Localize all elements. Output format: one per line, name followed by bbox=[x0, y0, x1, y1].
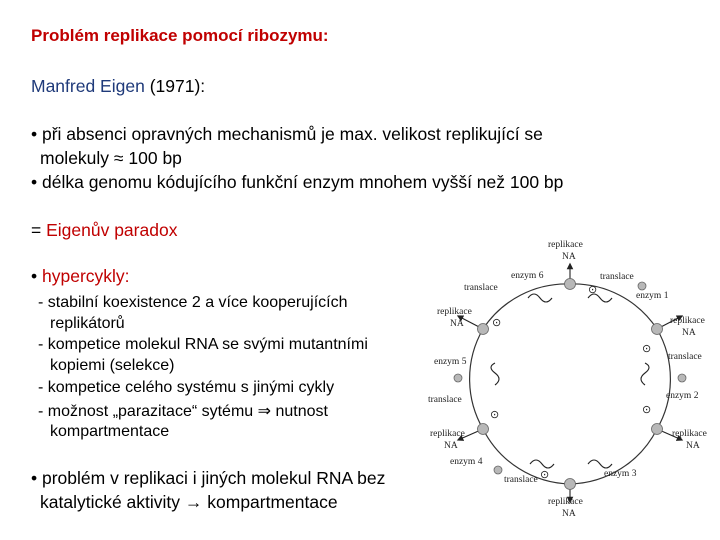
node-top bbox=[565, 279, 576, 290]
label-enzym-6: enzym 6 bbox=[511, 271, 544, 281]
eigen-name: Manfred Eigen bbox=[31, 76, 145, 96]
label-replikace-left-bottom: replikace bbox=[430, 429, 465, 439]
node-lower-left bbox=[478, 424, 489, 435]
label-replikace-right: replikace bbox=[670, 316, 705, 326]
label-replikace-top: replikace bbox=[548, 240, 583, 250]
label-enzym-1: enzym 1 bbox=[636, 291, 669, 301]
label-na-top: NA bbox=[562, 252, 576, 262]
eigen-year: (1971): bbox=[144, 76, 206, 96]
label-enzym-2: enzym 2 bbox=[666, 391, 699, 401]
translation-squiggle-5 bbox=[530, 460, 554, 468]
hypercycle-item-2-line-1: - kompetice molekul RNA se svými mutantními bbox=[38, 336, 368, 353]
translation-squiggle-2 bbox=[528, 294, 552, 302]
paradox-label: Eigenův paradox bbox=[46, 220, 178, 240]
eigen-line bbox=[31, 76, 205, 97]
hypercycle-item-3: - kompetice celého systému s jinými cykly bbox=[38, 379, 335, 396]
catalysis-icon: ⊙ bbox=[490, 409, 500, 421]
label-na-right-bottom: NA bbox=[686, 441, 700, 451]
final-bullet-line-2: katalytické aktivity → kompartmentace bbox=[40, 492, 338, 512]
bullet-1-line-1 bbox=[31, 124, 543, 145]
catalysis-icon: ⊙ bbox=[540, 469, 550, 481]
label-translace-bottom: translace bbox=[504, 475, 538, 485]
node-lower-right bbox=[652, 424, 663, 435]
translation-squiggle-4 bbox=[491, 363, 499, 385]
node-upper-left bbox=[478, 324, 489, 335]
label-translace-left-top: translace bbox=[464, 283, 498, 293]
page-title: Problém replikace pomocí ribozymu: bbox=[31, 26, 329, 45]
bullet-marker: • bbox=[31, 266, 42, 286]
label-na-right: NA bbox=[682, 328, 696, 338]
translation-squiggle-6 bbox=[588, 460, 612, 468]
cycle-ring bbox=[470, 284, 671, 484]
label-replikace-bottom: replikace bbox=[548, 497, 583, 507]
node-small-1 bbox=[638, 282, 646, 290]
label-translace-top: translace bbox=[600, 272, 634, 282]
bullet-marker: • bbox=[31, 468, 42, 488]
label-na-left: NA bbox=[450, 319, 464, 329]
node-small-3 bbox=[454, 374, 462, 382]
catalysis-icon: ⊙ bbox=[492, 317, 502, 329]
translation-squiggle-3 bbox=[641, 363, 649, 385]
hypercycle-item-4-line-2: kompartmentace bbox=[50, 423, 170, 440]
final-bullet-text: problém v replikaci i jiných molekul RNA bez bbox=[42, 468, 386, 488]
node-small-4 bbox=[494, 466, 502, 474]
hypercycle-item-1-line-1: - stabilní koexistence 2 a více kooperujících bbox=[38, 294, 348, 311]
equals-sign: = bbox=[31, 220, 47, 240]
hypercycles-heading bbox=[31, 266, 130, 287]
hypercycle-item-4-line-1: - možnost „parazitace“ sytému ⇒ nutnost bbox=[38, 403, 328, 420]
label-enzym-4: enzym 4 bbox=[450, 457, 483, 467]
bullet-2-text: délka genomu kódujícího funkční enzym mnohem vyšší než 100 bp bbox=[42, 172, 564, 192]
bullet-marker: • bbox=[31, 124, 42, 144]
label-translace-left: translace bbox=[428, 395, 462, 405]
label-enzym-3: enzym 3 bbox=[604, 469, 637, 479]
catalysis-icon: ⊙ bbox=[642, 343, 652, 355]
node-small-2 bbox=[678, 374, 686, 382]
bullet-1-text: při absenci opravných mechanismů je max. velikost replikující se bbox=[42, 124, 543, 144]
label-enzym-5: enzym 5 bbox=[434, 357, 467, 367]
hypercycle-item-1-line-2: replikátorů bbox=[50, 315, 125, 332]
label-replikace-left: replikace bbox=[437, 307, 472, 317]
node-bottom bbox=[565, 479, 576, 490]
bullet-1-line-2: molekuly ≈ 100 bp bbox=[40, 148, 182, 168]
bullet-2 bbox=[31, 172, 563, 193]
label-translace-right: translace bbox=[668, 352, 702, 362]
hypercycle-diagram bbox=[420, 228, 720, 518]
final-bullet-line-1 bbox=[31, 468, 385, 489]
bullet-marker: • bbox=[31, 172, 42, 192]
hypercycle-item-2-line-2: kopiemi (selekce) bbox=[50, 357, 175, 374]
paradox-line bbox=[31, 220, 177, 241]
label-replikace-right-bottom: replikace bbox=[672, 429, 707, 439]
label-na-bottom: NA bbox=[562, 509, 576, 518]
node-upper-right bbox=[652, 324, 663, 335]
catalysis-icon: ⊙ bbox=[588, 284, 598, 296]
hypercycles-heading-text: hypercykly: bbox=[42, 266, 130, 286]
catalysis-icon: ⊙ bbox=[642, 404, 652, 416]
label-na-left-bottom: NA bbox=[444, 441, 458, 451]
